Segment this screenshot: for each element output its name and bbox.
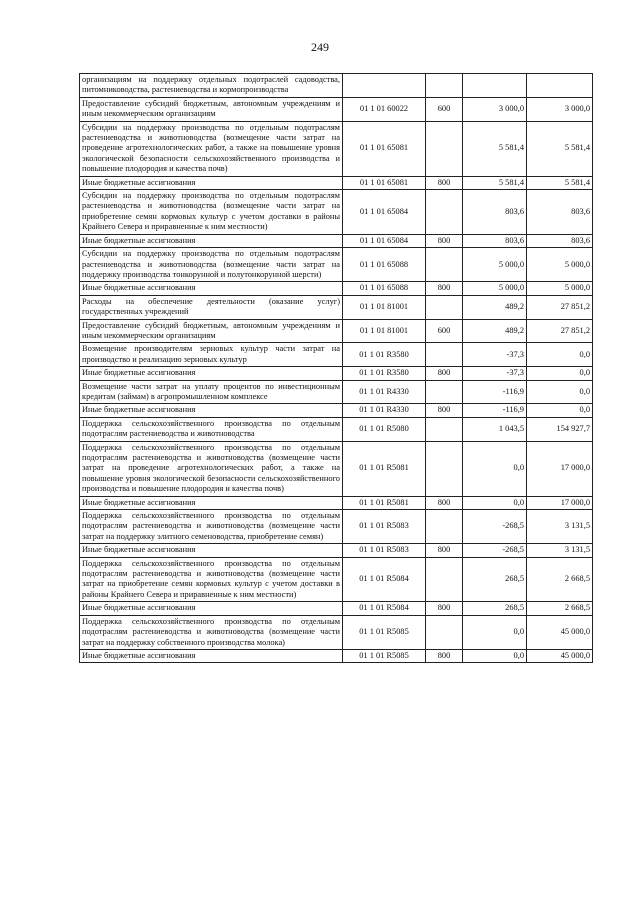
- row-expense-type: 800: [426, 649, 463, 662]
- row-expense-type: 800: [426, 176, 463, 189]
- row-name: Иные бюджетные ассигнования: [80, 544, 343, 557]
- row-expense-type: [426, 441, 463, 496]
- row-expense-type: [426, 295, 463, 319]
- row-amount-total: [527, 74, 593, 98]
- row-name: Возмещение части затрат на уплату процентов по инвестиционным кредитам (займам) в агропромышленном комплексе: [80, 380, 343, 404]
- row-name: Поддержка сельскохозяйственного производства по отдельным подотраслям растениеводства и животноводства (возмещение части затрат на поддержку собственного производства молока): [80, 615, 343, 649]
- table-row: [80, 380, 593, 404]
- row-amount-total: 803,6: [527, 234, 593, 247]
- row-amount-change: -268,5: [463, 544, 527, 557]
- row-expense-type: 800: [426, 544, 463, 557]
- row-name: Поддержка сельскохозяйственного производства по отдельным подотраслям растениеводства и животноводства: [80, 417, 343, 441]
- row-name: Иные бюджетные ассигнования: [80, 234, 343, 247]
- row-amount-total: 2 668,5: [527, 602, 593, 615]
- row-code: 01 1 01 65081: [343, 121, 426, 176]
- row-amount-total: 0,0: [527, 404, 593, 417]
- table-row: [80, 248, 593, 282]
- table-row: [80, 544, 593, 557]
- table-row: [80, 404, 593, 417]
- row-name: Предоставление субсидий бюджетным, автономным учреждениям и иным некоммерческим организациям: [80, 319, 343, 343]
- row-expense-type: 800: [426, 602, 463, 615]
- row-amount-total: 27 851,2: [527, 295, 593, 319]
- table-row: [80, 367, 593, 380]
- row-amount-total: 0,0: [527, 367, 593, 380]
- budget-table: [79, 73, 593, 663]
- row-code: 01 1 01 81001: [343, 319, 426, 343]
- row-amount-total: 5 581,4: [527, 121, 593, 176]
- row-code: 01 1 01 R5084: [343, 557, 426, 602]
- row-name: Иные бюджетные ассигнования: [80, 176, 343, 189]
- row-code: 01 1 01 60022: [343, 97, 426, 121]
- row-amount-change: 5 581,4: [463, 121, 527, 176]
- row-name: Субсидии на поддержку производства по отдельным подотраслям растениеводства и животноводства (возмещение части затрат на приобретение семян кормовых культур с учетом доставки в районы Крайнего Севера и приравненные к ним местности): [80, 190, 343, 235]
- row-amount-change: [463, 74, 527, 98]
- page-number: 249: [311, 40, 329, 54]
- row-amount-total: 154 927,7: [527, 417, 593, 441]
- table-row: [80, 417, 593, 441]
- row-code: 01 1 01 R5083: [343, 544, 426, 557]
- row-expense-type: [426, 417, 463, 441]
- row-amount-total: 17 000,0: [527, 496, 593, 509]
- row-amount-total: 5 581,4: [527, 176, 593, 189]
- row-code: 01 1 01 R5085: [343, 649, 426, 662]
- row-code: 01 1 01 R3580: [343, 367, 426, 380]
- table-row: [80, 295, 593, 319]
- row-code: [343, 74, 426, 98]
- row-amount-total: 45 000,0: [527, 649, 593, 662]
- row-amount-total: 17 000,0: [527, 441, 593, 496]
- row-expense-type: [426, 248, 463, 282]
- row-amount-total: 0,0: [527, 380, 593, 404]
- budget-table-body: [80, 74, 593, 663]
- row-code: 01 1 01 65088: [343, 282, 426, 295]
- row-name: Иные бюджетные ассигнования: [80, 602, 343, 615]
- row-name: Предоставление субсидий бюджетным, автономным учреждениям и иным некоммерческим организациям: [80, 97, 343, 121]
- row-expense-type: [426, 74, 463, 98]
- row-amount-total: 27 851,2: [527, 319, 593, 343]
- row-name: Иные бюджетные ассигнования: [80, 367, 343, 380]
- row-name: Иные бюджетные ассигнования: [80, 649, 343, 662]
- table-row: [80, 97, 593, 121]
- row-amount-change: 803,6: [463, 234, 527, 247]
- row-amount-change: 489,2: [463, 295, 527, 319]
- row-expense-type: [426, 190, 463, 235]
- row-expense-type: 800: [426, 282, 463, 295]
- row-code: 01 1 01 65088: [343, 248, 426, 282]
- row-amount-total: 0,0: [527, 343, 593, 367]
- row-expense-type: 600: [426, 97, 463, 121]
- row-amount-change: 489,2: [463, 319, 527, 343]
- row-name: Субсидии на поддержку производства по отдельным подотраслям растениеводства и животноводства (возмещение части затрат на поддержку производства тонкорунной и полутонкорунной шерсти): [80, 248, 343, 282]
- row-amount-change: -37,3: [463, 343, 527, 367]
- row-amount-change: 268,5: [463, 602, 527, 615]
- table-row: [80, 282, 593, 295]
- row-code: 01 1 01 R5084: [343, 602, 426, 615]
- row-amount-change: -116,9: [463, 404, 527, 417]
- row-amount-total: 2 668,5: [527, 557, 593, 602]
- row-code: 01 1 01 65081: [343, 176, 426, 189]
- row-name: Поддержка сельскохозяйственного производства по отдельным подотраслям растениеводства и животноводства (возмещение части затрат на поддержку элитного семеноводства, приобретение семян): [80, 510, 343, 544]
- table-row: [80, 176, 593, 189]
- row-name: организациям на поддержку отдельных подотраслей садоводства, питомниководства, растениеводства и кормопроизводства: [80, 74, 343, 98]
- row-amount-change: -37,3: [463, 367, 527, 380]
- row-code: 01 1 01 R5081: [343, 496, 426, 509]
- row-amount-change: 5 000,0: [463, 248, 527, 282]
- table-row: [80, 557, 593, 602]
- row-code: 01 1 01 R4330: [343, 404, 426, 417]
- row-expense-type: [426, 510, 463, 544]
- row-amount-total: 5 000,0: [527, 282, 593, 295]
- row-name: Поддержка сельскохозяйственного производства по отдельным подотраслям растениеводства и животноводства (возмещение части затрат на проведение агротехнологических работ, а также на повышение уровня экологической безопасности сельскохозяйственного производства и повышение плодородия и качества почв): [80, 441, 343, 496]
- row-code: 01 1 01 65084: [343, 190, 426, 235]
- table-row: [80, 74, 593, 98]
- row-code: 01 1 01 R5081: [343, 441, 426, 496]
- row-amount-change: 0,0: [463, 615, 527, 649]
- row-expense-type: 800: [426, 367, 463, 380]
- table-row: [80, 496, 593, 509]
- row-amount-change: 0,0: [463, 441, 527, 496]
- row-expense-type: [426, 121, 463, 176]
- row-code: 01 1 01 R4330: [343, 380, 426, 404]
- row-code: 01 1 01 R3580: [343, 343, 426, 367]
- table-row: [80, 234, 593, 247]
- row-amount-change: 5 000,0: [463, 282, 527, 295]
- table-row: [80, 441, 593, 496]
- row-name: Иные бюджетные ассигнования: [80, 496, 343, 509]
- row-amount-change: 3 000,0: [463, 97, 527, 121]
- row-amount-total: 5 000,0: [527, 248, 593, 282]
- row-expense-type: 800: [426, 234, 463, 247]
- table-row: [80, 343, 593, 367]
- row-amount-total: 3 131,5: [527, 544, 593, 557]
- row-amount-change: 5 581,4: [463, 176, 527, 189]
- table-row: [80, 649, 593, 662]
- row-expense-type: [426, 380, 463, 404]
- row-code: 01 1 01 65084: [343, 234, 426, 247]
- row-expense-type: [426, 615, 463, 649]
- row-code: 01 1 01 R5083: [343, 510, 426, 544]
- row-amount-change: 803,6: [463, 190, 527, 235]
- row-name: Субсидии на поддержку производства по отдельным подотраслям растениеводства и животноводства (возмещение части затрат на проведение агротехнологических работ, а также на повышение уровня экологической безопасности сельскохозяйственного производства и повышение плодородия и качества почв): [80, 121, 343, 176]
- row-name: Поддержка сельскохозяйственного производства по отдельным подотраслям растениеводства и животноводства (возмещение части затрат на приобретение семян кормовых культур с учетом доставки в районы Крайнего Севера и приравненные к ним местности): [80, 557, 343, 602]
- table-row: [80, 510, 593, 544]
- row-name: Иные бюджетные ассигнования: [80, 282, 343, 295]
- table-row: [80, 615, 593, 649]
- row-amount-change: 0,0: [463, 649, 527, 662]
- row-name: Расходы на обеспечение деятельности (оказание услуг) государственных учреждений: [80, 295, 343, 319]
- row-code: 01 1 01 R5085: [343, 615, 426, 649]
- row-code: 01 1 01 81001: [343, 295, 426, 319]
- row-amount-change: 268,5: [463, 557, 527, 602]
- row-name: Возмещение производителям зерновых культур части затрат на производство и реализацию зерновых культур: [80, 343, 343, 367]
- row-amount-total: 3 000,0: [527, 97, 593, 121]
- row-amount-change: -268,5: [463, 510, 527, 544]
- row-amount-change: 1 043,5: [463, 417, 527, 441]
- row-expense-type: 600: [426, 319, 463, 343]
- row-amount-total: 45 000,0: [527, 615, 593, 649]
- table-row: [80, 602, 593, 615]
- table-row: [80, 121, 593, 176]
- row-amount-total: 3 131,5: [527, 510, 593, 544]
- row-expense-type: 800: [426, 496, 463, 509]
- row-amount-total: 803,6: [527, 190, 593, 235]
- row-expense-type: [426, 343, 463, 367]
- row-amount-change: 0,0: [463, 496, 527, 509]
- row-code: 01 1 01 R5080: [343, 417, 426, 441]
- row-expense-type: [426, 557, 463, 602]
- row-name: Иные бюджетные ассигнования: [80, 404, 343, 417]
- table-row: [80, 319, 593, 343]
- row-amount-change: -116,9: [463, 380, 527, 404]
- table-row: [80, 190, 593, 235]
- row-expense-type: 800: [426, 404, 463, 417]
